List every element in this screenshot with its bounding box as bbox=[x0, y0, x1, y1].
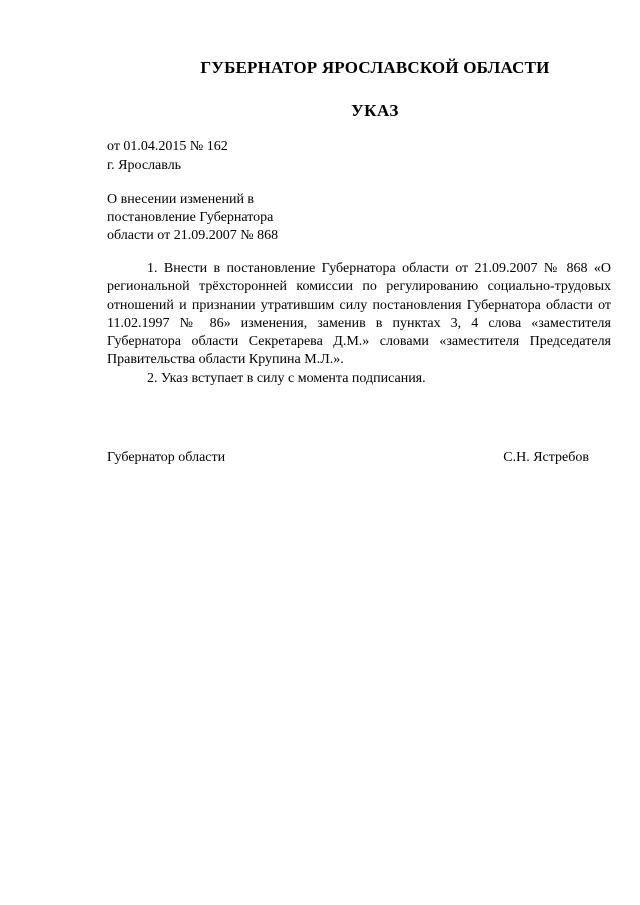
authority-title: ГУБЕРНАТОР ЯРОСЛАВСКОЙ ОБЛАСТИ bbox=[200, 58, 550, 77]
subject-line: постановление Губернатора bbox=[107, 210, 274, 225]
body-paragraph-1: 1. Внести в постановление Губернатора области от 21.09.2007 № 868 «О региональной трёхсторонней комиссии по регулированию социально-трудовых отношений и признании утратившим силу постановления Губернатора области от 11.02.1997 № 86» изменения, заменив в пунктах 3, 4 слова «заместителя Губернатора области Секретарева Д.М.» словами «заместителя Председателя Правительства области Крупина М.Л.». bbox=[107, 261, 611, 368]
city: г. Ярославль bbox=[107, 158, 182, 173]
signature-block bbox=[107, 450, 589, 466]
document-type-heading: УКАЗ bbox=[351, 101, 399, 120]
signatory-name: С.Н. Ястребов bbox=[503, 450, 589, 465]
subject-line: О внесении изменений в bbox=[107, 192, 255, 207]
subject-line: области от 21.09.2007 № 868 bbox=[107, 228, 279, 243]
signatory-position: Губернатор области bbox=[107, 450, 226, 465]
date-number: от 01.04.2015 № 162 bbox=[107, 139, 228, 154]
document-subject bbox=[107, 191, 278, 245]
document-body bbox=[107, 260, 611, 388]
body-paragraph-2: 2. Указ вступает в силу с момента подписания. bbox=[147, 370, 426, 386]
document-meta bbox=[107, 137, 228, 175]
